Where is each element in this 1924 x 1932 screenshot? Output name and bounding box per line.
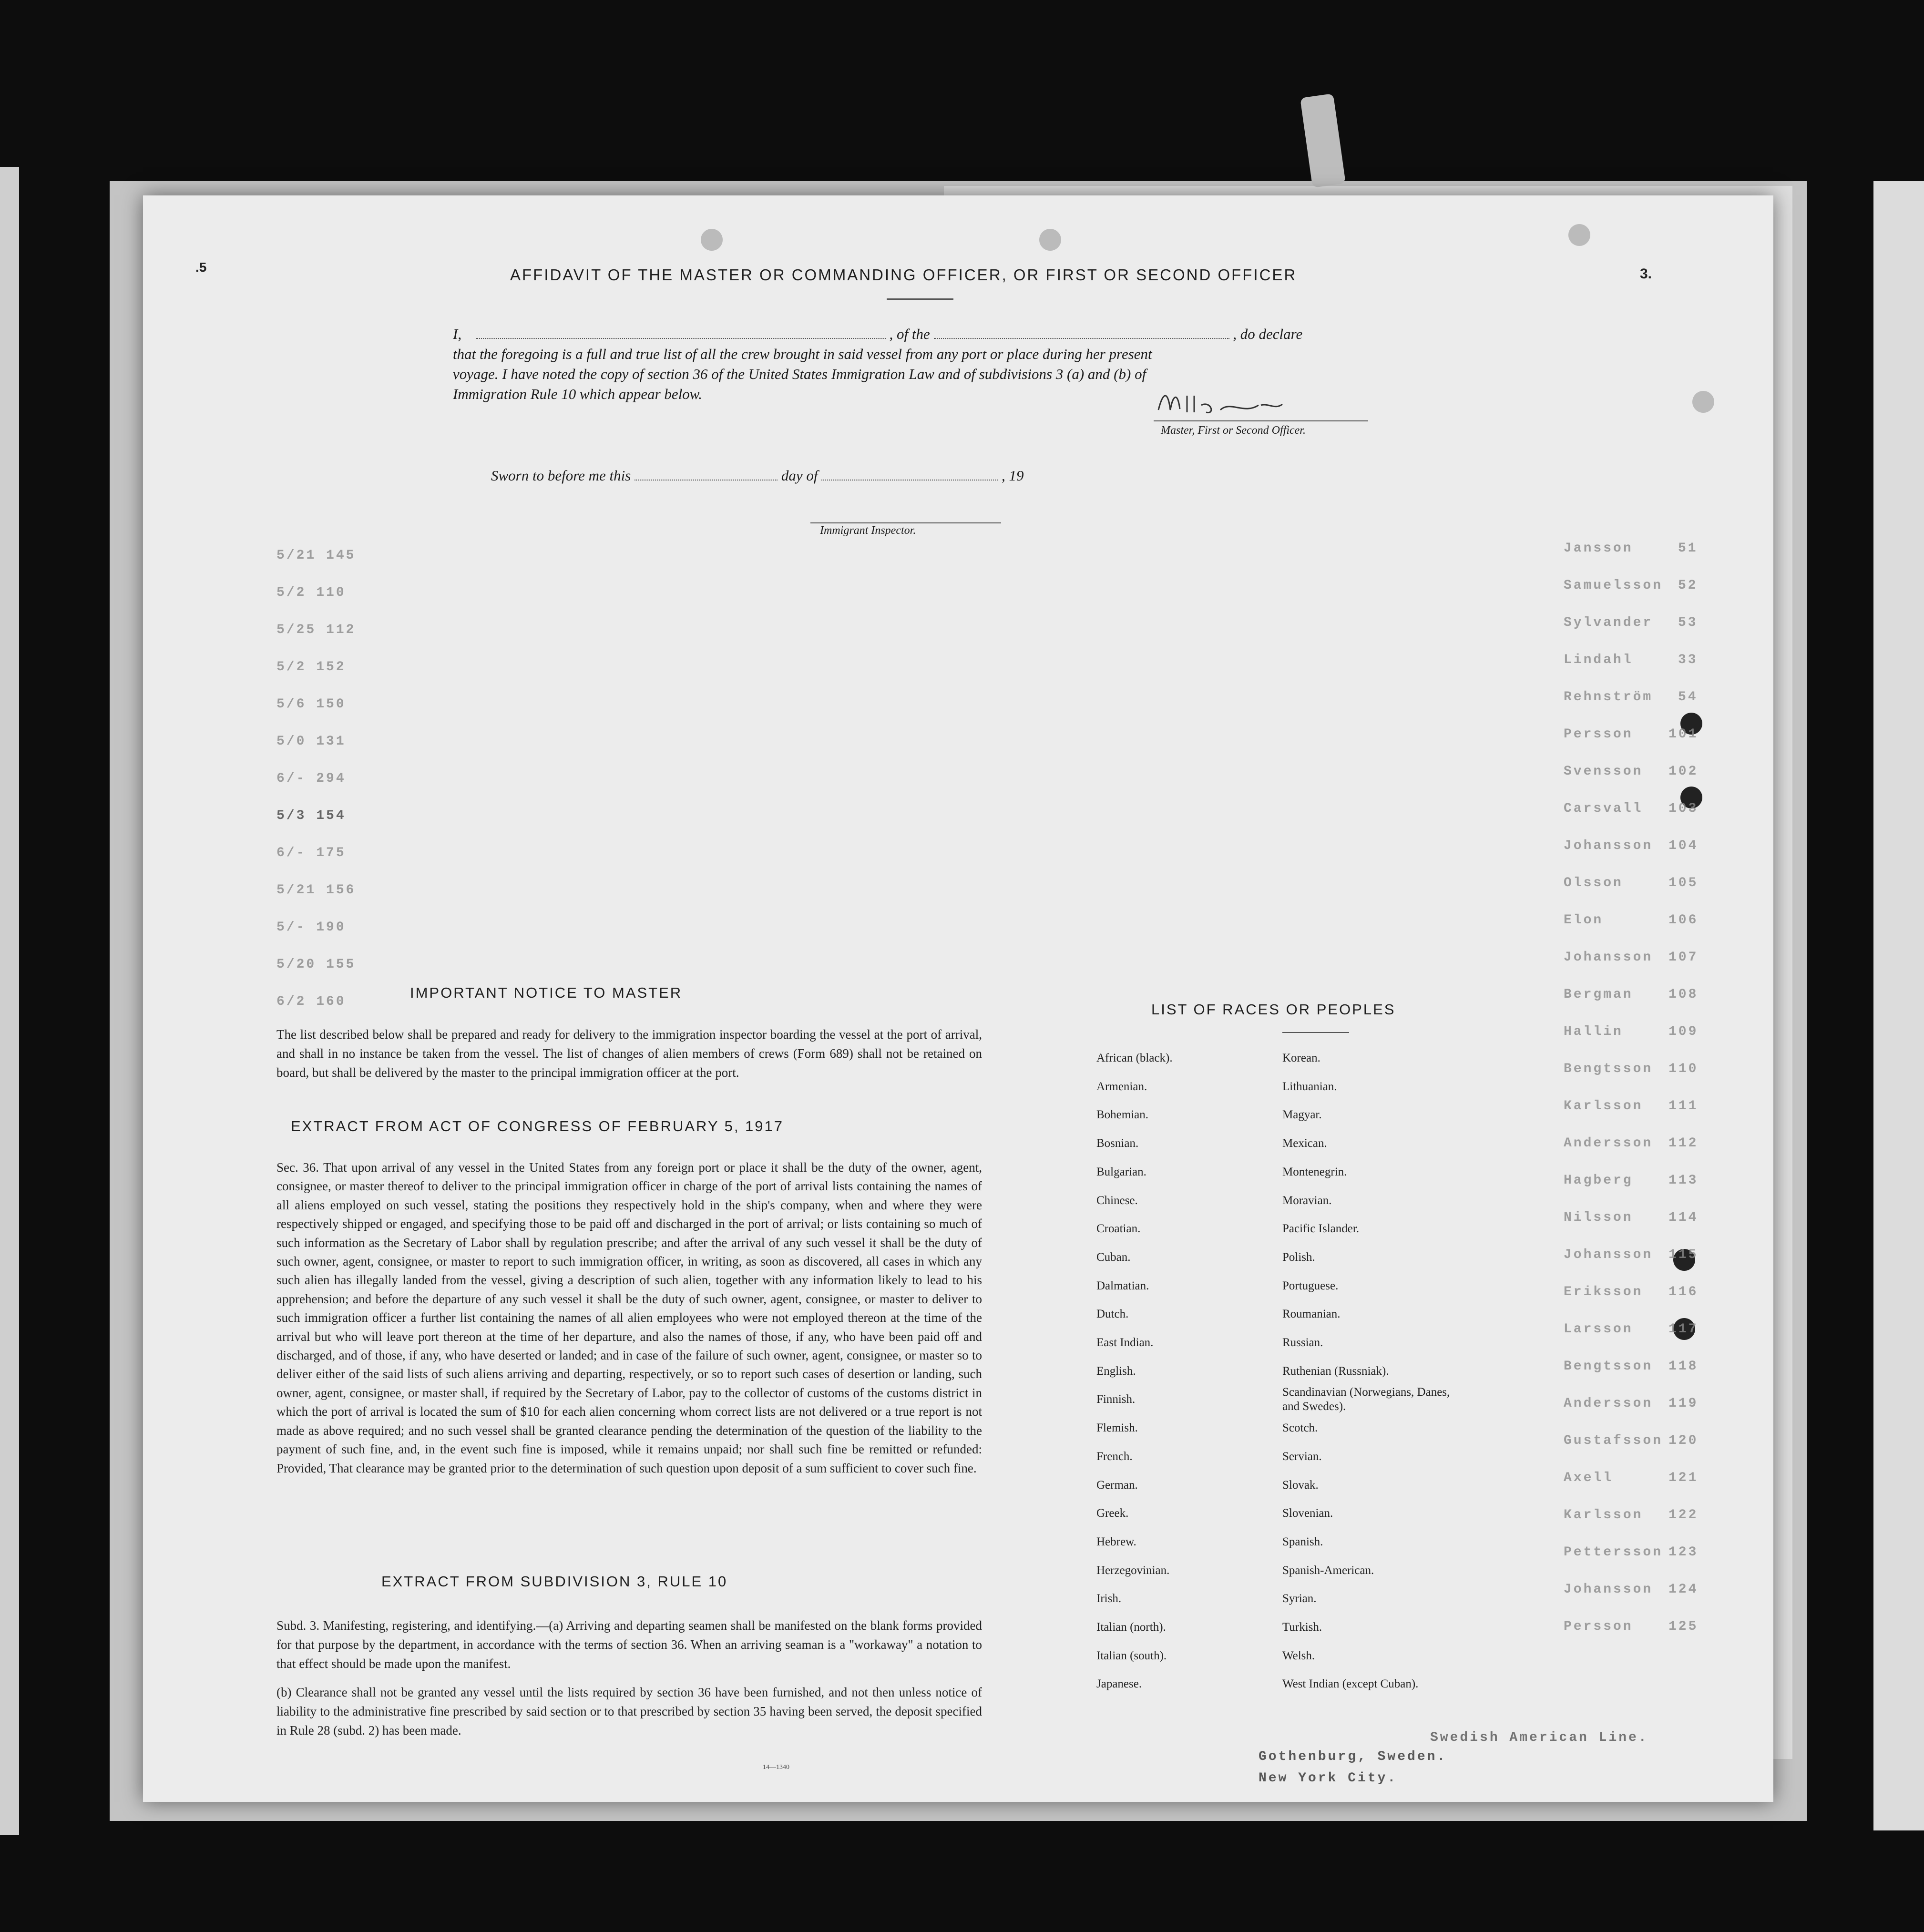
race-item: Moravian. (1282, 1194, 1332, 1207)
rule-extract-title: EXTRACT FROM SUBDIVISION 3, RULE 10 (381, 1573, 728, 1590)
declaration-i: I, (453, 326, 462, 342)
races-column-1 (1096, 1044, 1173, 1698)
race-item: Scandinavian (Norwegians, Danes, and Swedes). (1282, 1386, 1450, 1413)
declaration-line-2: that the foregoing is a full and true list of all the crew brought in said vessel from any port or place during her present (453, 346, 1152, 362)
race-item: Scotch. (1282, 1421, 1318, 1435)
race-item: Japanese. (1096, 1677, 1142, 1691)
race-item: Finnish. (1096, 1393, 1136, 1406)
binding-hole (701, 229, 723, 251)
stamp-line-3: New York City. (1259, 1771, 1398, 1786)
race-item: Pacific Islander. (1282, 1222, 1360, 1236)
paper-clip (1300, 93, 1346, 188)
race-item: Greek. (1096, 1507, 1129, 1520)
race-item: Mexican. (1282, 1137, 1327, 1150)
race-item: Bosnian. (1096, 1137, 1139, 1150)
signature-line (1154, 420, 1368, 421)
race-item: Portuguese. (1282, 1279, 1339, 1292)
race-item: Russian. (1282, 1336, 1323, 1349)
oath-year: , 19 (1001, 467, 1024, 484)
inspector-signature-line (810, 522, 1001, 523)
form-number: 14—1340 (763, 1764, 789, 1771)
adjacent-page-right (1873, 181, 1924, 1830)
race-item: Turkish. (1282, 1621, 1322, 1634)
race-item: Italian (south). (1096, 1649, 1167, 1662)
race-item: Irish. (1096, 1592, 1122, 1605)
race-item: Polish. (1282, 1250, 1315, 1264)
page-number: 3. (1640, 266, 1652, 282)
page-title: AFFIDAVIT OF THE MASTER OR COMMANDING OFFICER, OR FIRST OR SECOND OFFICER (510, 266, 1297, 284)
race-item: English. (1096, 1364, 1136, 1378)
notice-text: The list described below shall be prepared and ready for delivery to the immigration inspector boarding the vessel at the port of arrival, and shall in no instance be taken from the vessel. The list of changes of alien members of crews (Form 689) shall not be retained on board, but shall be delivered by the master to the principal immigration officer at the port. (276, 1027, 982, 1080)
race-item: Roumanian. (1282, 1308, 1341, 1321)
oath-day-field[interactable] (635, 467, 778, 480)
race-item: Chinese. (1096, 1194, 1138, 1207)
race-item: Croatian. (1096, 1222, 1141, 1236)
position-field[interactable] (934, 326, 1229, 339)
oath-day-of: day of (781, 467, 818, 484)
race-item: Welsh. (1282, 1649, 1315, 1662)
race-item: Korean. (1282, 1052, 1320, 1064)
race-item: Slovenian. (1282, 1507, 1333, 1520)
inspector-caption: Immigrant Inspector. (820, 524, 916, 537)
race-item: East Indian. (1096, 1336, 1154, 1349)
race-item: Flemish. (1096, 1421, 1138, 1435)
oath-month-field[interactable] (821, 467, 998, 480)
race-item: Herzegovinian. (1096, 1564, 1170, 1577)
declaration-line-3: voyage. I have noted the copy of section 36 of the United States Immigration Law and of subdivisions 3 (a) and (b) of (453, 366, 1146, 382)
race-item: Bohemian. (1096, 1108, 1149, 1122)
stamp-line-2: Gothenburg, Sweden. (1259, 1749, 1447, 1764)
binding-hole (1692, 391, 1714, 413)
race-item: Armenian. (1096, 1080, 1147, 1093)
officer-signature (1154, 386, 1287, 419)
oath-line (491, 467, 1023, 484)
act-extract-text: Sec. 36. That upon arrival of any vessel in the United States from any foreign port or place it shall be the duty of the owner, agent, consignee, or master thereof to deliver to the principal immigration officer in charge of the port of arrival lists containing the names of all aliens employed on such vessel, stating the positions they respectively hold in the ship's company, when and where they were respectively shipped or engaged, and specifying those to be paid off and discharged in the port of arrival; or lists containing so much of such information as the Secretary of Labor shall by regulation prescribe; and after the arrival of any such vessel it shall be the duty of such owner, agent, consignee, or master to report to such immigration officer, in writing, as soon as discovered, all cases in which any such alien has illegally landed from the vessel, giving a description of such alien, together with any information likely to lead to his apprehension; and before the departure of any such vessel it shall be the duty of such owner, agent, consignee, or master to deliver to such immigration officer a further list containing the names of all alien employees who were not employed thereon at the time of the arrival but who will leave port thereon at the time of her departure, and also the names of those, if any, who have been paid off and discharged, and of those, if any, who have deserted or landed; and in case of the failure of such owner, agent, consignee, or master so to deliver either of the said lists of such aliens arriving and departing, respectively, or so to report such cases of desertion or landing, such owner, agent, consignee, or master shall, if required by the Secretary of Labor, pay to the collector of customs of the customs district in which the port of arrival is located the sum of $10 for each alien concerning whom correct lists are not delivered or a true report is not made as above required; and no such vessel shall be granted clearance pending the determination of the question of the liability to the payment of such fine, and, in the event such fine is imposed, while it remains unpaid; nor shall such fine be remitted or refunded: Provided, That clearance may be granted prior to the determination of such question upon deposit of a sum sufficient to cover such fine. (276, 1160, 982, 1475)
race-item: Italian (north). (1096, 1621, 1166, 1634)
race-item: Spanish-American. (1282, 1564, 1374, 1577)
race-item: African (black). (1096, 1052, 1173, 1064)
oath-sworn: Sworn to before me this (491, 467, 631, 484)
page-corner-mark: .5 (195, 260, 207, 275)
race-item: Syrian. (1282, 1592, 1317, 1605)
race-item: Dalmatian. (1096, 1279, 1149, 1292)
race-item: Magyar. (1282, 1108, 1322, 1122)
race-item: West Indian (except Cuban). (1282, 1677, 1419, 1691)
race-item: Spanish. (1282, 1535, 1323, 1548)
affidavit-page: .5 3. AFFIDAVIT OF THE MASTER OR COMMANDING OFFICER, OR FIRST OR SECOND OFFICER I, , of the , do declare that the foregoing is a full and true list of all the crew brought in said vessel from any port or place during her present voyage. I have noted the copy of section 36 of the United States Immigration Law and of subdivisions 3 (a) and (b) of Immigration Rule 10 which appear below. Master, First or Second Officer. Sworn to before me this day of , 19 Immigrant Inspector. 5/21 145 5/2 110 5/25 112 5/2 152 5/6 150 5/0 131 6/- 294 5/3 154 6/- 175 5/21 156 5/- 190 5/20 155 6/2 160 Jansson Samuelsson Sylvander Lindahl Rehnström Persson Svensson Carsvall Johansson Olsson Elon Johansson Bergman Hallin Bengtsson Karlsson Andersson Hagberg Nilsson Johansson Eriksson Larsson Bengtsson Andersson Gustafsson Axell Karlsson Pettersson Johansson Persson 51 52 53 33 54 101 102 103 104 105 106 107 108 109 110 111 112 113 114 115 116 117 118 119 120 121 122 123 124 125 IMPORTANT NOTICE TO MASTER The list described below shall be prepared and ready for delivery to the immigration inspector boarding the vessel at the port of arrival, and shall in no instance be taken from the vessel. The list of changes of alien members of crews (Form 689) shall not be retained on board, but shall be delivered by the master to the principal immigration officer at the port. EXTRACT FROM ACT OF CONGRESS OF FEBRUARY 5, 1917 Sec. 36. That upon arrival of any vessel in the United States from any foreign port or place it shall be the duty of the owner, agent, consignee, or master thereof to deliver to the principal immigration officer in charge of the port of arrival lists containing the names of all aliens employed on such vessel, stating the positions they respectively hold in the ship's company, when and where they were respectively shipped or engaged, and specifying those to be paid off and discharged in the port of arrival; or lists containing so much of such information as the Secretary of Labor shall by regulation prescribe; and after the arrival of any such vessel it shall be the duty of such owner, agent, consignee, or master to report to such immigration officer, in writing, as soon as discovered, all cases in which any such alien has illegally landed from the vessel, giving a description of such alien, together with any information likely to lead to his apprehension; and before the departure of any such vessel it shall be the duty of such owner, agent, consignee, or master to deliver to such immigration officer a further list containing the names of all alien employees who were not employed thereon at the time of the arrival but who will leave port thereon at the time of her departure, and also the names of those, if any, who have been paid off and discharged, and of those, if any, who have deserted or landed; and in case of the failure of such owner, agent, consignee, or master so to deliver either of the said lists of such aliens arriving and departing, respectively, or so to report such cases of desertion or landing, such owner, agent, consignee, or master shall, if required by the Secretary of Labor, pay to the collector of customs of the customs district in which the port of arrival is located the sum of $10 for each alien concerning whom correct lists are not delivered or a true report is not made as above required; and no such vessel shall be granted clearance pending the determination of the question of the liability to the payment of such fine, and, in the event such fine is imposed, while it remains unpaid; nor shall such fine be remitted or refunded: Provided, That clearance may be granted prior to the determination of such question upon deposit of a sum sufficient to cover such fine. EXTRACT FROM SUBDIVISION 3, RULE 10 Subd. 3. Manifesting, registering, and identifying.—(a) Arriving and departing seamen shall be manifested on the blank forms provided for that purpose by the department, in accordance with the terms of section 36. When an arriving seaman is a "workaway" a notation to that effect should be made upon the manifest. (b) Clearance shall not be granted any vessel until the lists required by section 36 have been furnished, and not then unless notice of liability to the administrative fine prescribed by said section or to that prescribed by section 35 having been served, the deposit specified in Rule 28 (subd. 2) has been made. 14—1340 LIST OF RACES OR PEOPLES African (black). Armenian. Bohemian. Bosnian. Bulgarian. Chinese. Croatian. Cuban. Dalmatian. Dutch. East Indian. English. Finnish. Flemish. French. German. Greek. Hebrew. Herzegovinian. Irish. Italian (north). Italian (south). Japanese. Korean. Lithuanian. Magyar. Mexican. Montenegrin. Moravian. Pacific Islander. Polish. Portuguese. Roumanian. Russian. Ruthenian (Russniak). Scandinavian (Norwegians, Danes, and Swedes). Scotch. Servian. Slovak. Slovenian. Spanish. Spanish-American. Syrian. Turkish. Welsh. West Indian (except Cuban). Swedish American Line. Gothenburg, Sweden. New York City. (143, 195, 1773, 1802)
race-item: French. (1096, 1450, 1133, 1463)
races-title-rule (1282, 1032, 1349, 1033)
race-item: Bulgarian. (1096, 1165, 1146, 1178)
declaration-of-the: , of the (889, 326, 930, 342)
notice-title: IMPORTANT NOTICE TO MASTER (410, 984, 683, 1001)
title-rule (887, 298, 953, 300)
race-item: German. (1096, 1478, 1138, 1492)
race-item: Slovak. (1282, 1478, 1319, 1492)
binding-hole (1039, 229, 1061, 251)
race-item: Hebrew. (1096, 1535, 1136, 1548)
race-item: Montenegrin. (1282, 1165, 1347, 1178)
adjacent-page-left (0, 167, 19, 1835)
act-extract-title: EXTRACT FROM ACT OF CONGRESS OF FEBRUARY 5, 1917 (291, 1118, 784, 1135)
races-column-2 (1282, 1044, 1463, 1698)
race-item: Lithuanian. (1282, 1080, 1337, 1093)
stamp-line-1: Swedish American Line. (1430, 1730, 1648, 1745)
race-item: Dutch. (1096, 1308, 1129, 1321)
declaration-line-4: Immigration Rule 10 which appear below. (453, 386, 702, 402)
binding-hole (1568, 224, 1590, 246)
rule-extract-para-b: (b) Clearance shall not be granted any vessel until the lists required by section 36 have been furnished, and not then unless notice of liability to the administrative fine prescribed by said section or to that prescribed by section 35 having been served, the deposit specified in Rule 28 (subd. 2) has been made. (276, 1685, 982, 1738)
races-title: LIST OF RACES OR PEOPLES (1151, 1001, 1396, 1018)
name-field[interactable] (476, 326, 886, 339)
race-item: Ruthenian (Russniak). (1282, 1364, 1389, 1378)
rule-extract-para-a: Subd. 3. Manifesting, registering, and identifying.—(a) Arriving and departing seamen shall be manifested on the blank forms provided for that purpose by the department, in accordance with the terms of section 36. When an arriving seaman is a "workaway" a notation to that effect should be made upon the manifest. (276, 1618, 982, 1671)
race-item: Cuban. (1096, 1250, 1131, 1264)
race-item: Servian. (1282, 1450, 1322, 1463)
signature-caption: Master, First or Second Officer. (1161, 424, 1306, 437)
declaration-do-declare: , do declare (1233, 326, 1303, 342)
